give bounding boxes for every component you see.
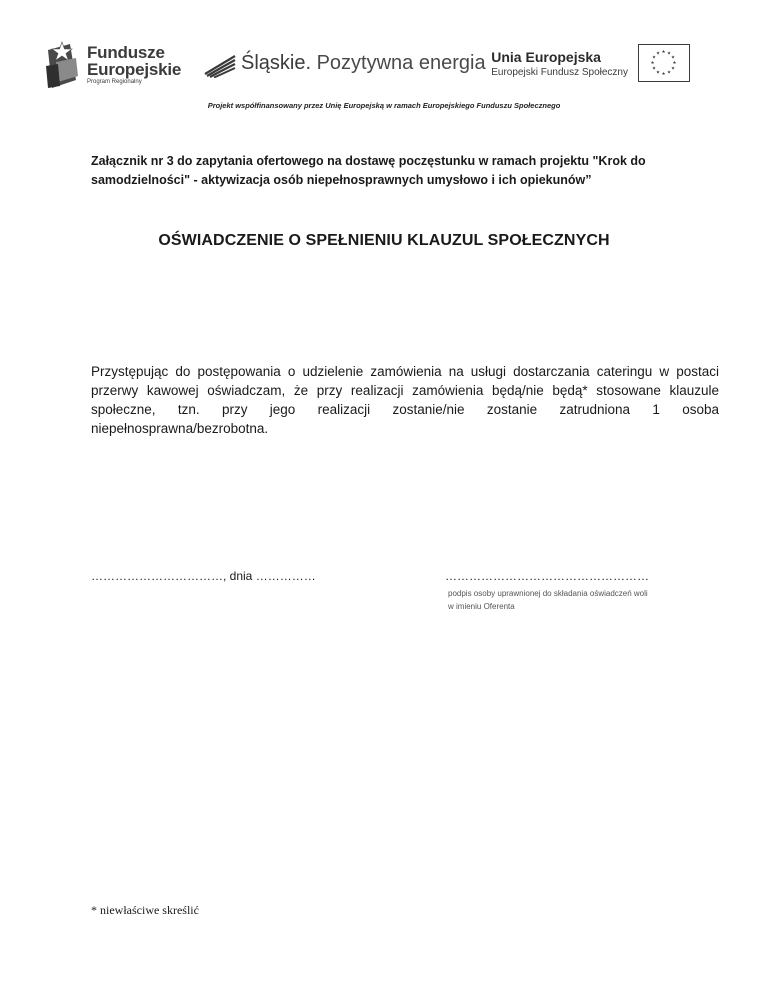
eu-logo bbox=[480, 44, 690, 88]
silesia-logo-tagline: Pozytywna energia bbox=[316, 52, 486, 74]
declaration-body: Przystępując do postępowania o udzielenie zamówienia na usługi dostarczania cateringu w postaci przerwy kawowej oświadczam, że przy realizacji zamówienia będą/nie będą* stosowane klauzule społeczne, tzn. przy jego realizacji zostanie/nie zostanie zatrudniona 1 osoba niepełnosprawna/bezrobotna. bbox=[91, 364, 719, 436]
eu-star: ★ bbox=[661, 49, 666, 55]
silesia-logo bbox=[203, 50, 486, 80]
signature-caption: podpis osoby uprawnionej do składania oświadczeń woli w imieniu Oferenta bbox=[448, 589, 648, 611]
footnote: * niewłaściwe skreślić bbox=[91, 903, 199, 917]
attachment-title: Załącznik nr 3 do zapytania ofertowego na dostawę poczęstunku w ramach projektu "Krok do samodzielności" - aktywizacja osób niepełnosprawnych umysłowo i ich opiekunów” bbox=[91, 154, 646, 187]
eu-logo-title: Unia Europejska bbox=[491, 49, 601, 65]
eu-star: ★ bbox=[671, 54, 676, 60]
eu-star: ★ bbox=[671, 65, 676, 71]
eu-star: ★ bbox=[651, 54, 656, 60]
eu-star: ★ bbox=[666, 50, 672, 56]
project-funding-note: Projekt współfinansowany przez Unię Europejską w ramach Europejskiego Funduszu Społecznego bbox=[207, 101, 561, 110]
eu-star: ★ bbox=[661, 71, 666, 77]
eu-star: ★ bbox=[666, 69, 672, 75]
fe-logo-line1: Fundusze bbox=[87, 43, 165, 62]
fe-logo-sub: Program Regionalny bbox=[87, 79, 142, 85]
eu-star: ★ bbox=[655, 69, 661, 75]
signature-line: …………………………………………… bbox=[445, 569, 649, 583]
eu-star: ★ bbox=[672, 60, 677, 66]
logo-header bbox=[40, 36, 690, 96]
eu-star: ★ bbox=[655, 50, 661, 56]
document-heading: OŚWIADCZENIE O SPEŁNIENIU KLAUZUL SPOŁECZNYCH bbox=[158, 232, 610, 249]
eu-flag-icon bbox=[638, 44, 690, 82]
fe-logo-line2: Europejskie bbox=[87, 60, 182, 79]
eu-logo-subtitle: Europejski Fundusz Społeczny bbox=[491, 67, 628, 78]
silesia-wings-icon bbox=[203, 54, 237, 78]
place-date-field: ……………………………, dnia …………… bbox=[91, 569, 316, 583]
silesia-logo-name: Śląskie. bbox=[241, 52, 312, 74]
fundusze-europejskie-logo bbox=[40, 40, 182, 94]
fundusze-europejskie-star-icon bbox=[42, 40, 82, 92]
eu-star: ★ bbox=[650, 60, 655, 66]
eu-star: ★ bbox=[651, 65, 656, 71]
